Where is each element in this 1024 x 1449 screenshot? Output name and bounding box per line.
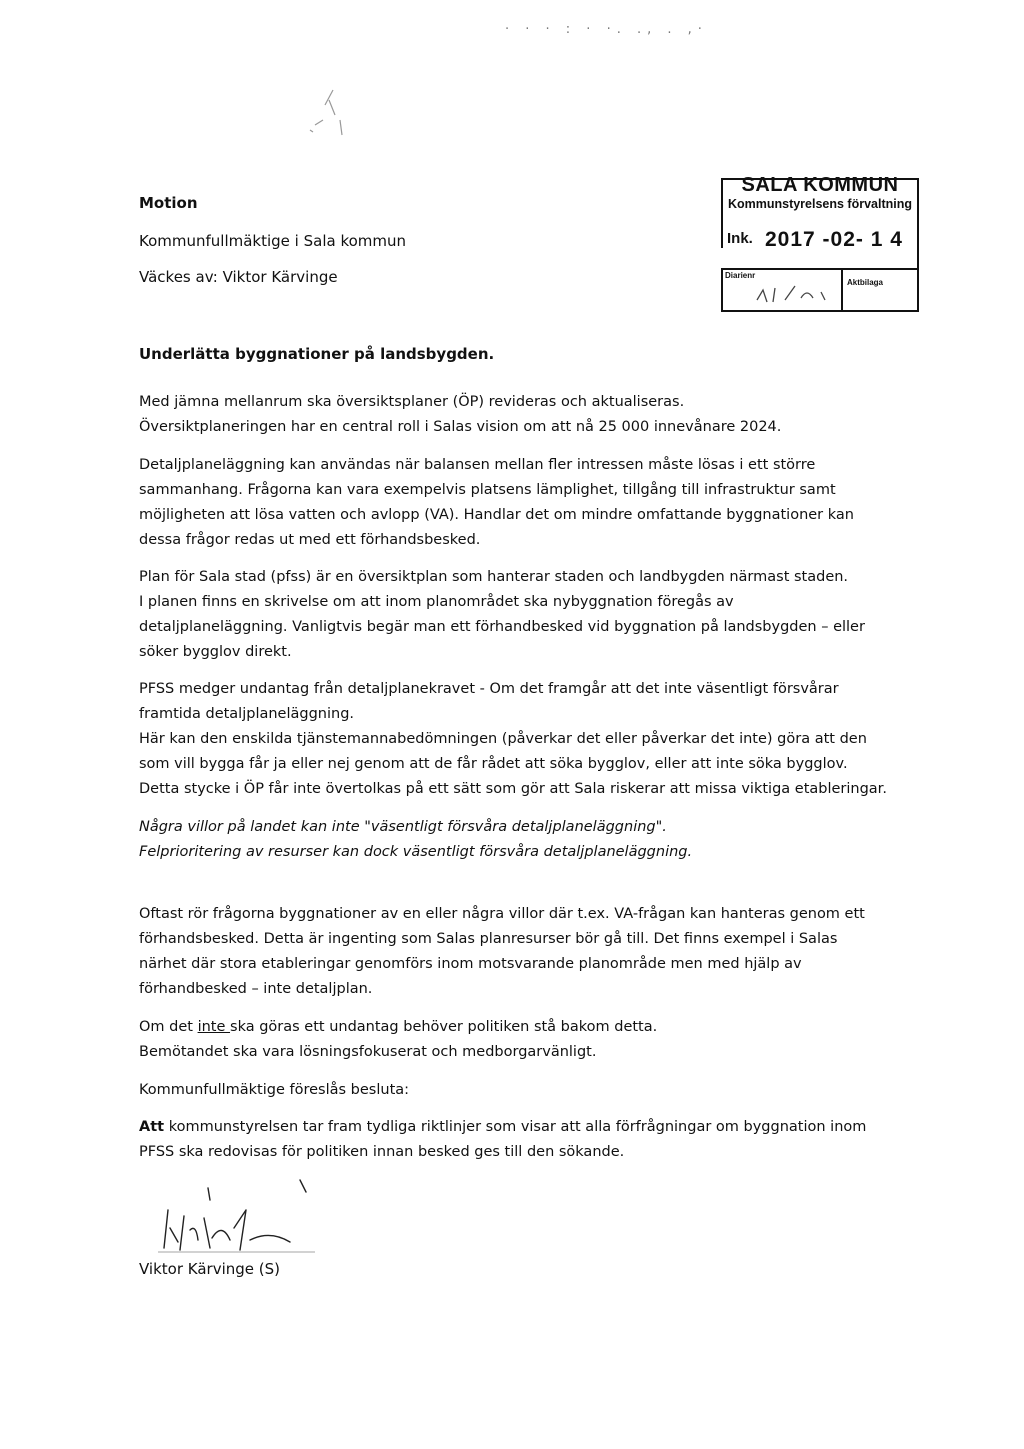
paragraph-line: Felprioritering av resurser kan dock väsentligt försvåra detaljplaneläggning. (139, 844, 693, 860)
paragraph-line: Med jämna mellanrum ska översiktsplaner (ÖP) revideras och aktualiseras. (139, 394, 685, 410)
signatory-name: Viktor Kärvinge (S) (139, 1260, 281, 1278)
paragraph-line: Detaljplaneläggning kan användas när balansen mellan fler intressen måste lösas i ett större (139, 457, 816, 473)
att-label: Att (139, 1119, 165, 1135)
paragraph-line: Plan för Sala stad (pfss) är en översiktplan som hanterar staden och landbygden närmast staden. (139, 569, 849, 585)
underlined-word: inte (197, 1019, 231, 1035)
stamp-aktbilaga-label: Aktbilaga (847, 278, 884, 287)
paragraph-line: möjligheten att lösa vatten och avlopp (VA). Handlar det om mindre omfattande byggnationer kan (139, 507, 854, 523)
paragraph-line (139, 1015, 657, 1040)
text-segment: Om det (139, 1019, 198, 1035)
stamp-date: 2017 -02- 1 4 (765, 228, 903, 251)
paragraph-line: förhandbesked – inte detaljplan. (139, 981, 373, 997)
paragraph-line: PFSS ska redovisas för politiken innan besked ges till den sökande. (139, 1144, 625, 1160)
stamp-org: SALA KOMMUN (741, 174, 899, 196)
recipient: Kommunfullmäktige i Sala kommun (139, 232, 407, 250)
paragraph-line: närhet där stora etableringar genomförs inom motsvarande planområde men med hjälp av (139, 956, 802, 972)
italic-remark (139, 815, 692, 865)
handwritten-signature (150, 1170, 320, 1260)
receipt-stamp (721, 174, 919, 312)
paragraph-line: Översiktplaneringen har en central roll i Salas vision om att nå 25 000 innevånare 2024. (139, 419, 782, 435)
scan-mark (295, 70, 365, 150)
paragraph-3 (139, 565, 865, 665)
stamp-diarienr-label: Diarienr (725, 271, 756, 280)
stamp-handwriting (751, 278, 841, 308)
paragraph-5 (139, 902, 865, 1002)
paragraph-line (139, 1115, 866, 1140)
paragraph-1 (139, 390, 781, 440)
paragraph-line: Detta stycke i ÖP får inte övertolkas på ett sätt som gör att Sala riskerar att missa viktiga etableringar. (139, 781, 887, 797)
text-segment: kommunstyrelsen tar fram tydliga riktlinjer som visar att alla förfrågningar om byggnation inom (168, 1119, 867, 1135)
submitted-by: Väckes av: Viktor Kärvinge (139, 268, 338, 286)
paragraph-line: PFSS medger undantag från detaljplanekravet - Om det framgår att det inte väsentligt försvårar (139, 681, 839, 697)
proposal (139, 1115, 866, 1165)
doc-type: Motion (139, 194, 198, 212)
scan-noise: · · · : · ·. ., . ,· (505, 22, 708, 37)
proposal-intro: Kommunfullmäktige föreslås besluta: (139, 1082, 410, 1098)
motion-title: Underlätta byggnationer på landsbygden. (139, 345, 495, 363)
paragraph-4 (139, 677, 887, 802)
paragraph-2 (139, 453, 854, 553)
paragraph-line: sammanhang. Frågorna kan vara exempelvis platsens lämplighet, tillgång till infrastruktur samt (139, 482, 836, 498)
paragraph-line: Här kan den enskilda tjänstemannabedömningen (påverkar det eller påverkar det inte) göra att den (139, 731, 867, 747)
paragraph-line: I planen finns en skrivelse om att inom planområdet ska nybyggnation föregås av (139, 594, 734, 610)
paragraph-line: framtida detaljplaneläggning. (139, 706, 355, 722)
paragraph-line: Några villor på landet kan inte "väsentligt försvåra detaljplaneläggning". (139, 819, 667, 835)
paragraph-line: dessa frågor redas ut med ett förhandsbesked. (139, 532, 481, 548)
paragraph-line: som vill bygga får ja eller nej genom att de får rådet att söka bygglov, eller att inte söka bygglov. (139, 756, 848, 772)
paragraph-line: Bemötandet ska vara lösningsfokuserat och medborgarvänligt. (139, 1044, 597, 1060)
paragraph-line: detaljplaneläggning. Vanligtvis begär man ett förhandbesked vid byggnation på landsbygden – eller (139, 619, 865, 635)
stamp-ink-label: Ink. (727, 230, 753, 247)
paragraph-line: förhandsbesked. Detta är ingenting som Salas planresurser bör gå till. Det finns exempel i Salas (139, 931, 838, 947)
paragraph-line: söker bygglov direkt. (139, 644, 292, 660)
text-segment: ska göras ett undantag behöver politiken stå bakom detta. (230, 1019, 658, 1035)
stamp-dept: Kommunstyrelsens förvaltning (727, 197, 913, 211)
paragraph-6 (139, 1015, 657, 1065)
paragraph-line: Oftast rör frågorna byggnationer av en eller några villor där t.ex. VA-frågan kan hanteras genom ett (139, 906, 865, 922)
